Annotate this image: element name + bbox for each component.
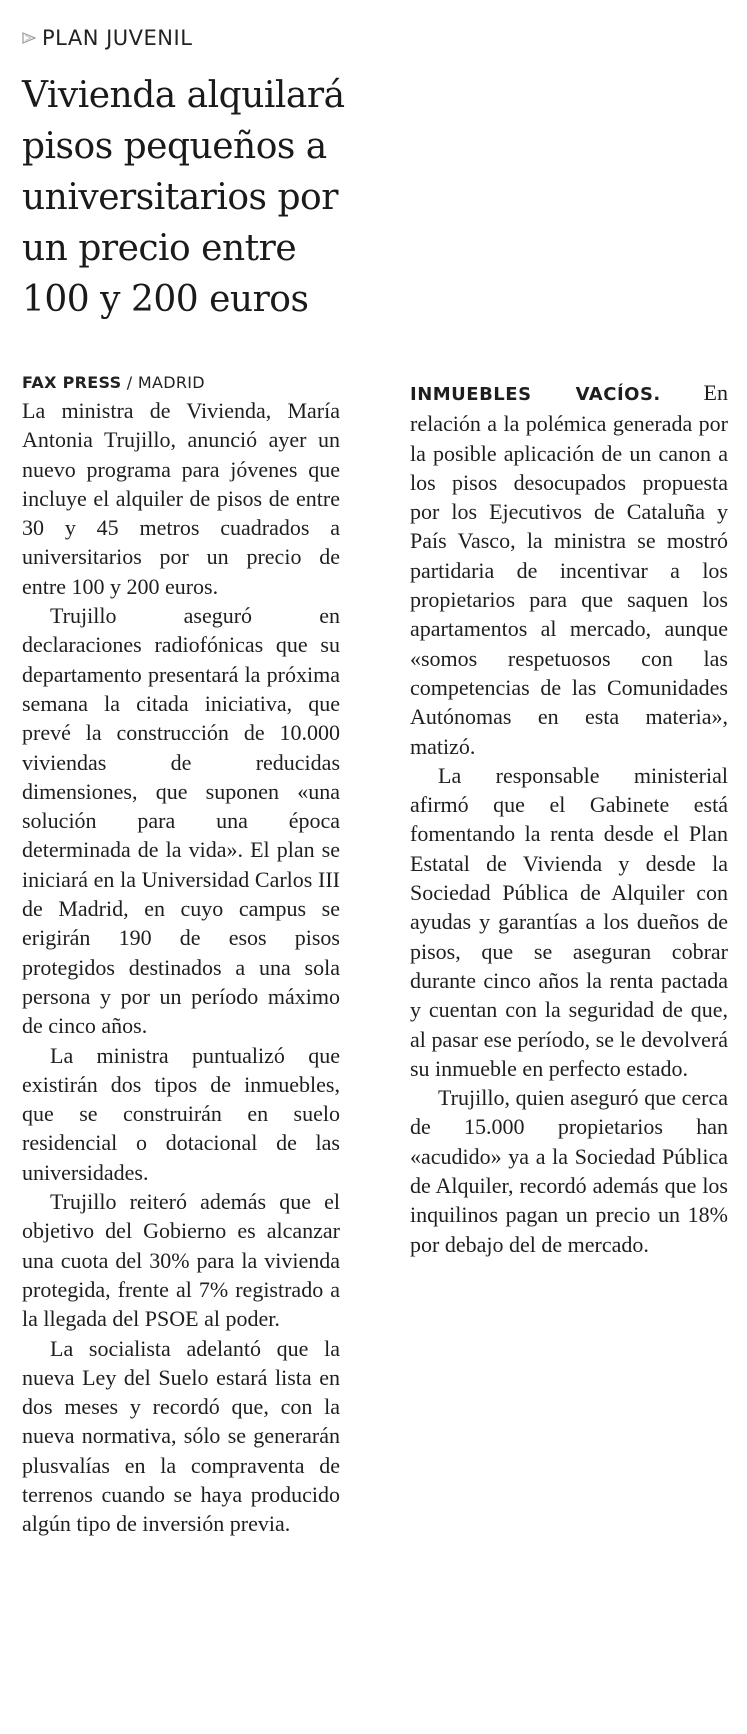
right-column (410, 378, 728, 1259)
paragraph: Trujillo reiteró además que el objetivo del Gobierno es alcanzar una cuota del 30% para la vivienda protegida, frente al 7% registrado a la llegada del PSOE al poder. (22, 1189, 340, 1332)
paragraph: Trujillo aseguró en declaraciones radiofónicas que su departamento presentará la próxima semana la citada iniciativa, que prevé la construcción de 10.000 viviendas de reducidas dimensiones, que suponen «una solución para una época determinada de la vida». El plan se iniciará en la Universidad Carlos III de Madrid, en cuyo campus se erigirán 190 de esos pisos protegidos destinados a una sola persona y por un período máximo de cinco años. (22, 603, 340, 1039)
paragraph: La responsable ministerial afirmó que el Gabinete está fomentando la renta desde el Plan Estatal de Vivienda y desde la Sociedad Pública de Alquiler con ayudas y garantías a los dueños de pisos, que se aseguran cobrar durante cinco años la renta pactada y cuentan con la seguridad de que, al pasar ese período, se le devolverá su inmueble en perfecto estado. (410, 762, 728, 1081)
headline: Vivienda alquilará pisos pequeños a universitarios por un precio entre 100 y 200 euros (22, 75, 345, 320)
arrow-right-icon (22, 31, 36, 45)
paragraph: La ministra de Vivienda, María Antonia Trujillo, anunció ayer un nuevo programa para jóvenes que incluye el alquiler de pisos de entre 30 y 45 metros cuadrados a universitarios por un precio de entre 100 y 200 euros. (22, 398, 340, 599)
section-tag (22, 26, 192, 50)
left-column (22, 372, 340, 1539)
lead-text: En relación a la polémica generada por la posible aplicación de un canon a los pisos desocupados propuesta por los Ejecutivos de Cataluña y País Vasco, la ministra se mostró partidaria de incentivar a los propietarios para que saquen los apartamentos al mercado, aunque «somos respetuosos con las competencias de las Comunidades Autónomas en esta materia», matizó. (410, 380, 728, 759)
section-label: PLAN JUVENIL (42, 26, 193, 50)
byline (22, 372, 340, 394)
lead-paragraph (410, 378, 728, 761)
paragraph: La ministra puntualizó que existirán dos tipos de inmuebles, que se construirán en suelo residencial o dotacional de las universidades. (22, 1042, 340, 1185)
paragraph: La socialista adelantó que la nueva Ley del Suelo estará lista en dos meses y recordó que, con la nueva normativa, sólo se generarán plusvalías en la compraventa de terrenos cuando se haya producido algún tipo de inversión previa. (22, 1335, 340, 1537)
subheading: INMUEBLES VACÍOS. (410, 384, 661, 405)
byline-location: MADRID (137, 373, 205, 392)
byline-separator: / (121, 373, 138, 392)
byline-agency: FAX PRESS (22, 373, 122, 392)
paragraph: Trujillo, quien aseguró que cerca de 15.000 propietarios han «acudido» ya a la Sociedad Pública de Alquiler, recordó además que los inquilinos pagan un precio un 18% por debajo del de mercado. (410, 1085, 728, 1257)
